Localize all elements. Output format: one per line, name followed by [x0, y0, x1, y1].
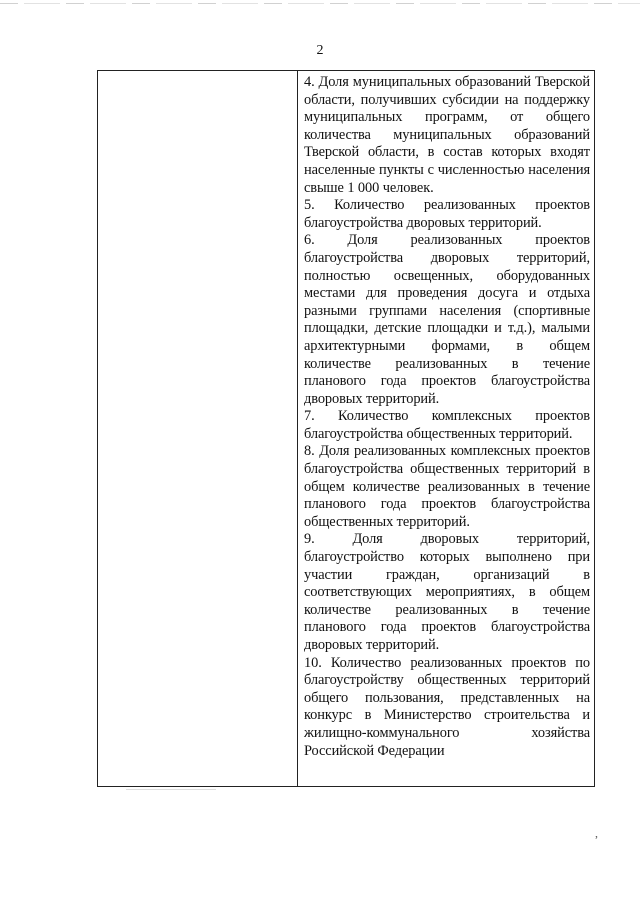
scan-top-edge	[0, 3, 640, 4]
stray-comma-mark: ,	[595, 826, 598, 840]
indicator-item-8: 8. Доля реализованных комплексных проектов благоустройства общественных территорий в общем количестве реализованных в течение планового года проектов благоустройства общественных территорий.	[304, 443, 590, 530]
table-left-cell	[98, 71, 298, 786]
indicator-item-10: 10. Количество реализованных проектов по благоустройству общественных территорий общего пользования, представленных на конкурс в Министерство строительства и жилищно-коммунального хозяйства Российской Федерации	[304, 654, 590, 759]
indicator-item-6: 6. Доля реализованных проектов благоустройства дворовых территорий, полностью освещенных, оборудованных местами для проведения досуга и отдыха разными группами населения (спортивные площадки, детские площадки и т.д.), малыми архитектурными формами, в общем количестве реализованных в течение планового года проектов благоустройства дворовых территорий.	[304, 232, 590, 407]
indicator-item-9: 9. Доля дворовых территорий, благоустройство которых выполнено при участии граждан, организаций в соответствующих мероприятиях, в общем количестве реализованных в течение планового года проектов благоустройства дворовых территорий.	[304, 531, 590, 653]
indicator-item-5: 5. Количество реализованных проектов благоустройства дворовых территорий.	[304, 197, 590, 231]
table-right-cell	[298, 71, 594, 786]
indicator-item-4: 4. Доля муниципальных образований Тверской области, получивших субсидии на поддержку муниципальных программ, от общего количества муниципальных образований Тверской области, в состав которых входят населенные пункты с численностью населения свыше 1 000 человек.	[304, 74, 590, 196]
scan-smudge	[126, 789, 216, 790]
page-number: 2	[316, 43, 324, 58]
indicator-item-7: 7. Количество комплексных проектов благоустройства общественных территорий.	[304, 408, 590, 442]
document-table	[97, 70, 595, 787]
